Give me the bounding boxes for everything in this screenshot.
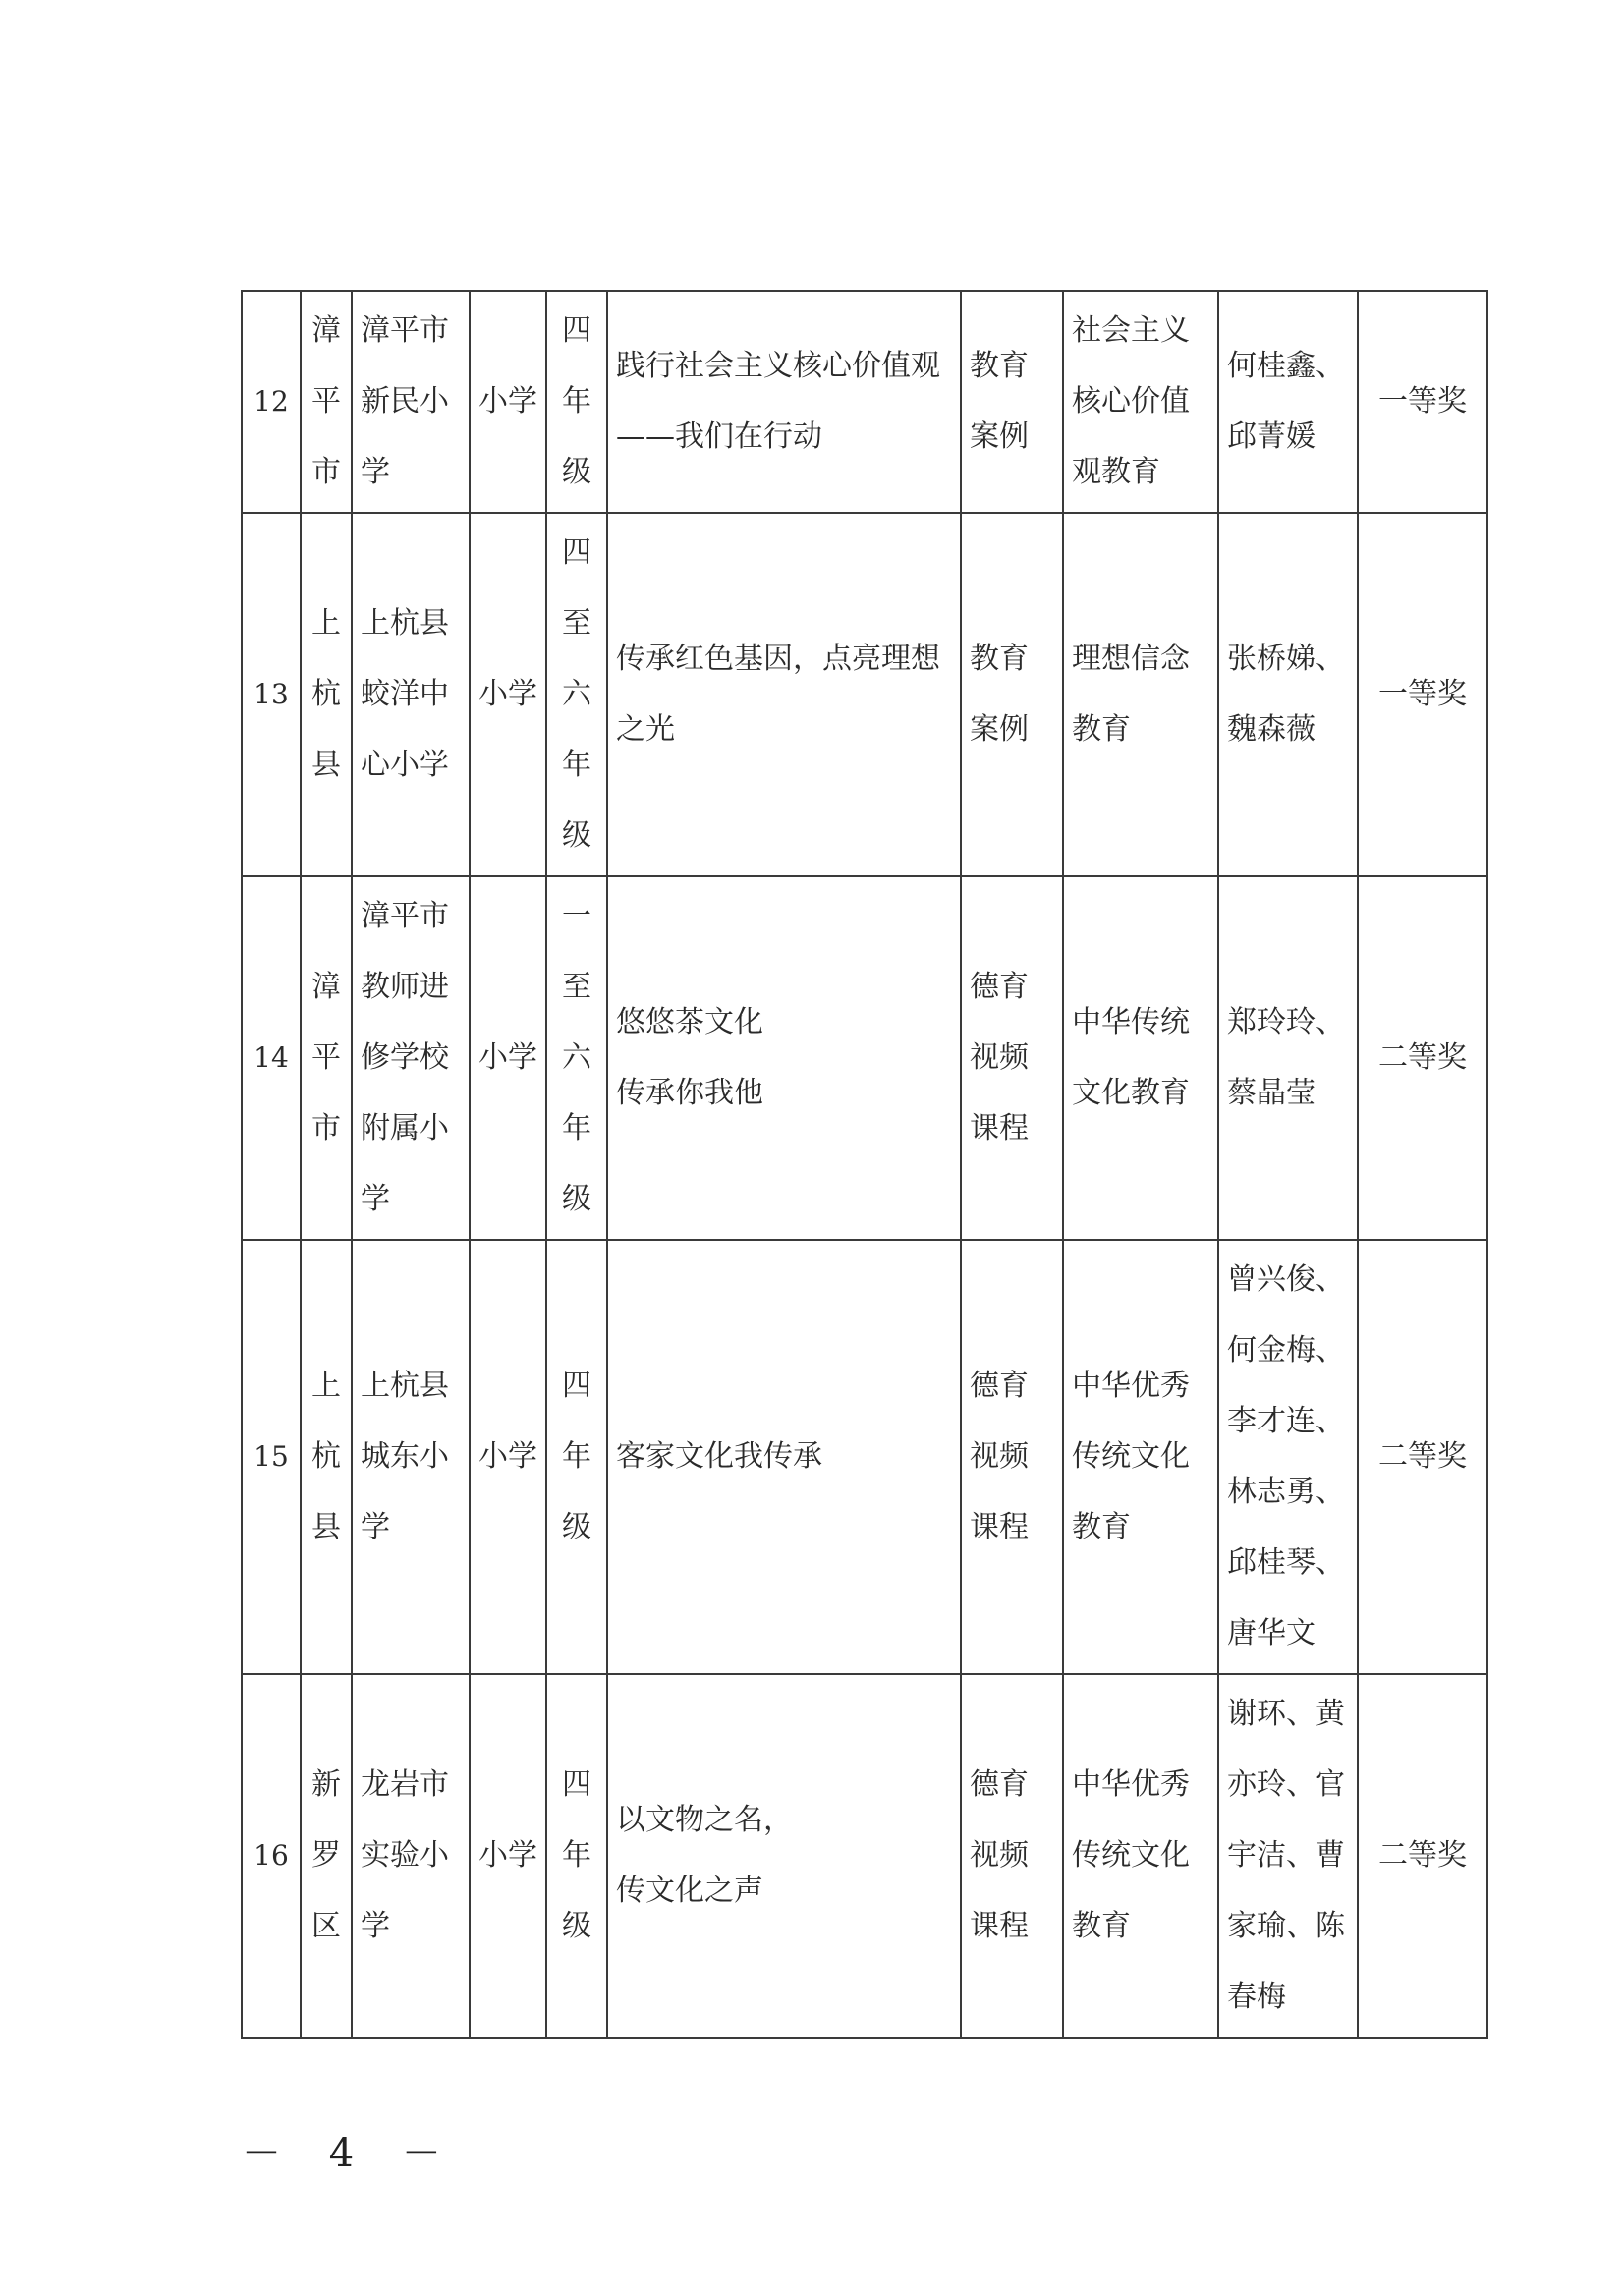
row-number: 13 — [242, 513, 301, 876]
authors-cell — [1218, 291, 1358, 513]
stage-cell — [470, 1674, 546, 2038]
category-cell — [1063, 1674, 1218, 2038]
title-text: 践行社会主义核心价值观——我们在行动 — [616, 349, 940, 454]
title-cell — [607, 291, 961, 513]
county-cell — [301, 291, 352, 513]
county-cell — [301, 1674, 352, 2038]
table-row — [242, 1240, 1487, 1674]
authors-cell — [1218, 876, 1358, 1240]
type-text: 德育视频课程 — [970, 970, 1029, 1146]
stage-text: 小学 — [478, 1838, 537, 1873]
type-cell — [961, 291, 1063, 513]
category-text: 中华传统文化教育 — [1072, 1005, 1190, 1110]
authors-text: 郑玲玲、蔡晶莹 — [1227, 1005, 1345, 1110]
grade-cell — [546, 291, 607, 513]
row-number: 16 — [242, 1674, 301, 2038]
county-text: 上杭县 — [311, 1369, 341, 1544]
category-cell — [1063, 1240, 1218, 1674]
award-cell: 一等奖 — [1358, 291, 1487, 513]
authors-text: 何桂鑫、邱菁媛 — [1227, 349, 1345, 454]
title-line-2: 传文化之声 — [616, 1874, 763, 1908]
stage-text: 小学 — [478, 384, 537, 419]
grade-cell — [546, 1240, 607, 1674]
row-number: 12 — [242, 291, 301, 513]
stage-cell — [470, 876, 546, 1240]
title-cell — [607, 1240, 961, 1674]
grade-text: 四年级 — [562, 313, 591, 489]
type-cell — [961, 1240, 1063, 1674]
title-text: 客家文化我传承 — [616, 1439, 822, 1474]
category-text: 中华优秀传统文化教育 — [1072, 1369, 1190, 1544]
school-cell — [352, 1240, 470, 1674]
grade-text: 四至六年级 — [562, 535, 591, 853]
county-text: 新罗区 — [311, 1767, 341, 1943]
school-cell — [352, 1674, 470, 2038]
type-cell — [961, 513, 1063, 876]
stage-text: 小学 — [478, 1040, 537, 1075]
school-text: 上杭县蛟洋中心小学 — [361, 606, 449, 782]
table-row — [242, 1674, 1487, 2038]
school-text: 龙岩市实验小学 — [361, 1767, 449, 1943]
stage-text: 小学 — [478, 677, 537, 711]
school-text: 漳平市新民小学 — [361, 313, 449, 489]
title-cell — [607, 513, 961, 876]
school-text: 漳平市教师进修学校附属小学 — [361, 899, 449, 1216]
title-text: 传承红色基因，点亮理想之光 — [616, 642, 940, 747]
page-number: － 4 － — [242, 2131, 459, 2176]
authors-cell — [1218, 513, 1358, 876]
authors-cell — [1218, 1240, 1358, 1674]
category-text: 理想信念教育 — [1072, 642, 1190, 747]
county-text: 漳平市 — [311, 313, 341, 489]
table-row — [242, 291, 1487, 513]
award-cell: 二等奖 — [1358, 1240, 1487, 1674]
type-text: 德育视频课程 — [970, 1369, 1029, 1544]
stage-cell — [470, 1240, 546, 1674]
county-cell — [301, 1240, 352, 1674]
authors-text: 谢环、黄亦玲、官宇洁、曹家瑜、陈春梅 — [1227, 1697, 1345, 2014]
type-cell — [961, 876, 1063, 1240]
type-cell — [961, 1674, 1063, 2038]
grade-cell — [546, 1674, 607, 2038]
category-text: 社会主义核心价值观教育 — [1072, 313, 1190, 489]
grade-cell — [546, 876, 607, 1240]
category-text: 中华优秀传统文化教育 — [1072, 1767, 1190, 1943]
title-line-1: 以文物之名， — [616, 1803, 793, 1837]
type-text: 德育视频课程 — [970, 1767, 1029, 1943]
title-line-2: 传承你我他 — [616, 1076, 763, 1110]
award-table — [241, 290, 1488, 2039]
category-cell — [1063, 876, 1218, 1240]
authors-cell — [1218, 1674, 1358, 2038]
school-cell — [352, 291, 470, 513]
grade-cell — [546, 513, 607, 876]
authors-text: 张桥娣、魏森薇 — [1227, 642, 1345, 747]
school-text: 上杭县城东小学 — [361, 1369, 449, 1544]
award-cell: 一等奖 — [1358, 513, 1487, 876]
school-cell — [352, 513, 470, 876]
county-text: 上杭县 — [311, 606, 341, 782]
county-text: 漳平市 — [311, 970, 341, 1146]
county-cell — [301, 876, 352, 1240]
stage-text: 小学 — [478, 1439, 537, 1474]
title-line-1: 悠悠茶文化 — [616, 1005, 763, 1039]
grade-text: 四年级 — [562, 1369, 591, 1544]
grade-text: 一至六年级 — [562, 899, 591, 1216]
grade-text: 四年级 — [562, 1767, 591, 1943]
category-cell — [1063, 513, 1218, 876]
row-number: 15 — [242, 1240, 301, 1674]
stage-cell — [470, 513, 546, 876]
table-row — [242, 513, 1487, 876]
table-row — [242, 876, 1487, 1240]
title-cell — [607, 1674, 961, 2038]
category-cell — [1063, 291, 1218, 513]
title-cell — [607, 876, 961, 1240]
award-cell: 二等奖 — [1358, 876, 1487, 1240]
type-text: 教育案例 — [970, 642, 1029, 747]
school-cell — [352, 876, 470, 1240]
county-cell — [301, 513, 352, 876]
award-cell: 二等奖 — [1358, 1674, 1487, 2038]
row-number: 14 — [242, 876, 301, 1240]
stage-cell — [470, 291, 546, 513]
authors-text: 曾兴俊、何金梅、李才连、林志勇、邱桂琴、唐华文 — [1227, 1262, 1345, 1651]
type-text: 教育案例 — [970, 349, 1029, 454]
